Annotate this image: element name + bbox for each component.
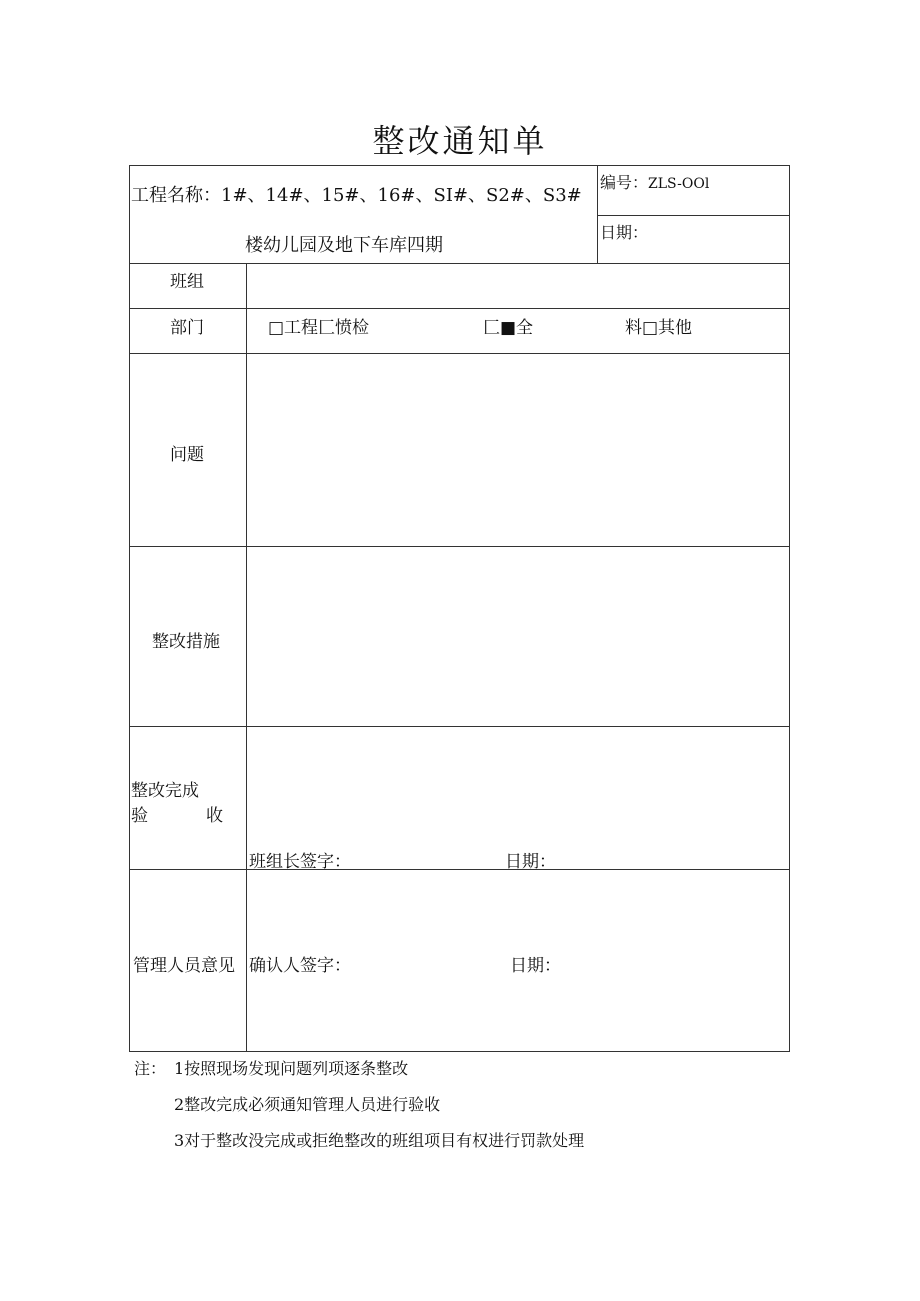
note-item: 2整改完成必须通知管理人员进行验收 [174, 1095, 441, 1114]
project-name-line1: 1#、14#、15#、16#、SI#、S2#、S3# [221, 185, 582, 206]
row-divider [129, 726, 790, 727]
project-name [131, 181, 582, 207]
header-column-divider [597, 165, 598, 264]
measures-label: 整改措施 [152, 632, 220, 652]
department-option-engineering[interactable]: □工程匚愤检 [268, 318, 370, 338]
serial-number [600, 170, 709, 193]
confirm-date-label: 日期： [510, 956, 561, 976]
row-divider [129, 353, 790, 354]
header-date-field[interactable] [650, 218, 780, 258]
row-divider [129, 308, 790, 309]
table-border-bottom [129, 1051, 790, 1052]
header-divider [597, 215, 790, 216]
measures-field[interactable] [248, 548, 788, 725]
row-divider [129, 869, 790, 870]
table-border-top [129, 165, 790, 166]
department-option-safety[interactable]: 匚■全 [483, 318, 534, 338]
acceptance-label-a: 验 [131, 806, 148, 826]
header-date-label: 日期： [600, 223, 649, 242]
leader-signature-label: 班组长签字： [249, 852, 351, 872]
department-label: 部门 [170, 318, 204, 338]
confirm-signature-label: 确认人签字： [249, 956, 351, 976]
serial-number-label: 编号： [600, 173, 649, 192]
department-option-other[interactable]: 料□其他 [625, 318, 693, 338]
problem-field[interactable] [248, 355, 788, 545]
leader-date-label: 日期： [505, 852, 556, 872]
team-field[interactable] [248, 265, 788, 307]
table-border-left [129, 165, 130, 1052]
page-title: 整改通知单 [372, 122, 548, 160]
manager-opinion-label: 管理人员意见 [133, 956, 235, 976]
label-column-divider [246, 263, 247, 1052]
problem-label: 问题 [170, 445, 204, 465]
note-item: 3对于整改没完成或拒绝整改的班组项目有权进行罚款处理 [174, 1131, 585, 1150]
team-label: 班组 [170, 272, 204, 292]
acceptance-label-b: 收 [206, 806, 223, 826]
serial-number-value: ZLS-OOl [648, 176, 710, 192]
row-divider [129, 263, 790, 264]
note-item: 1按照现场发现问题列项逐条整改 [174, 1059, 409, 1078]
notes-prefix: 注： [134, 1059, 167, 1078]
table-border-right [789, 165, 790, 1052]
project-name-label: 工程名称： [131, 185, 221, 206]
completion-label: 整改完成 [131, 781, 199, 801]
row-divider [129, 546, 790, 547]
completion-field[interactable] [248, 728, 788, 838]
project-name-line2: 楼幼儿园及地下车库四期 [245, 235, 443, 256]
